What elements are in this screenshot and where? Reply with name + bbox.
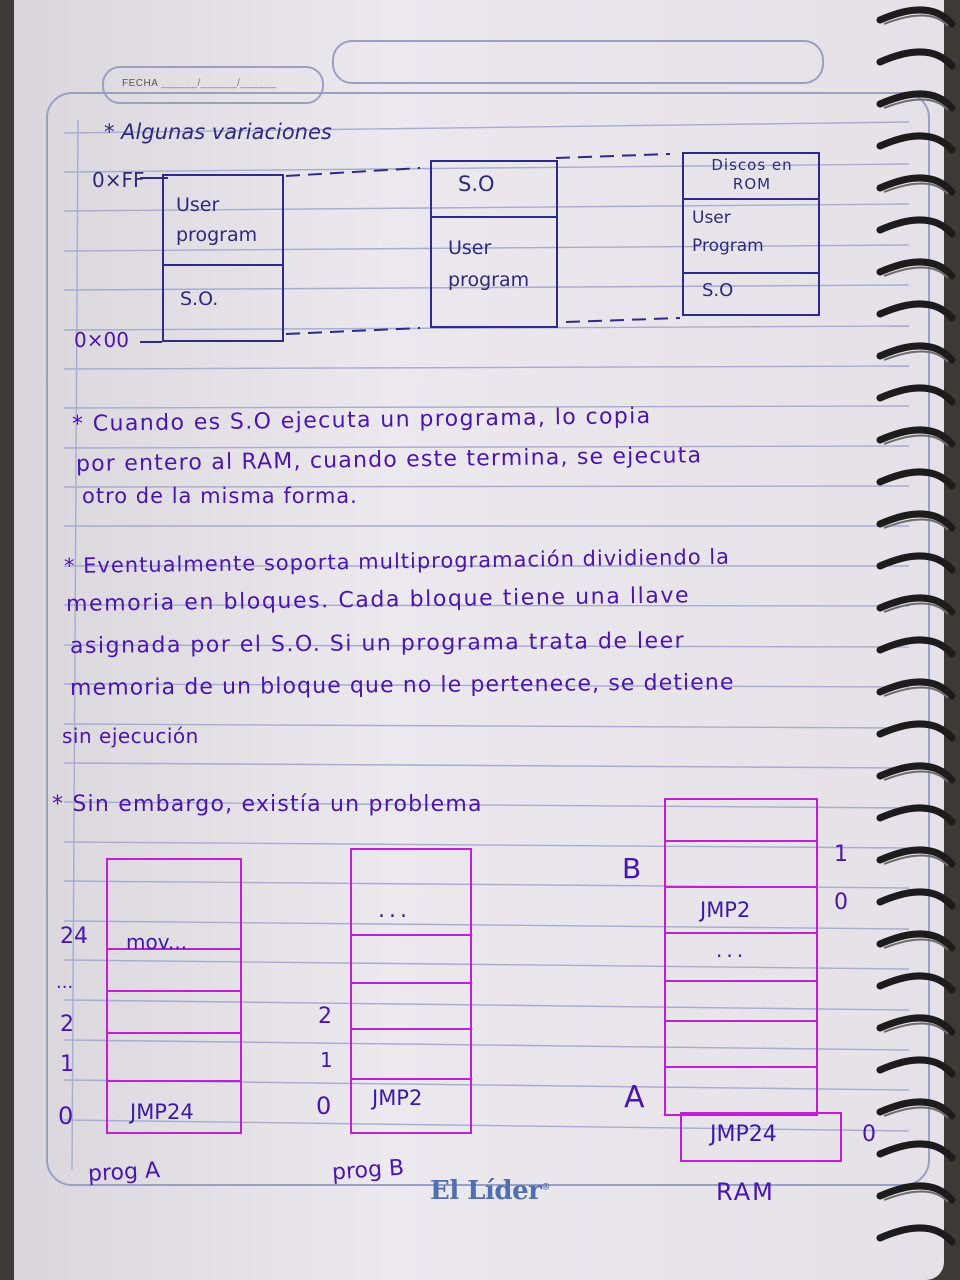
layout-3-os: S.O bbox=[702, 280, 734, 301]
address-bottom: 0×00 bbox=[74, 328, 129, 352]
note-2-line-4: memoria de un bloque que no le pertenece, se detiene bbox=[69, 670, 735, 701]
prog-a-label: prog A bbox=[87, 1158, 161, 1187]
heading-problem: * Sin embargo, existía un problema bbox=[52, 792, 483, 817]
ram-key-1: 1 bbox=[834, 842, 848, 867]
prog-a-memory bbox=[106, 858, 242, 1134]
ram-label: RAM bbox=[716, 1178, 775, 1206]
ram-key-0-a: 0 bbox=[862, 1122, 876, 1147]
layout-1-os: S.O. bbox=[180, 288, 219, 310]
brand-name: El Líder bbox=[430, 1176, 542, 1206]
layout-2 bbox=[430, 160, 558, 328]
ram-bottom-cell bbox=[680, 1112, 842, 1162]
layout-3-user-program: User Program bbox=[692, 208, 764, 256]
note-2-line-5: sin ejecución bbox=[62, 724, 199, 748]
prog-a-cell-jmp24: JMP24 bbox=[130, 1100, 194, 1124]
prog-a-addr-0: 0 bbox=[58, 1102, 74, 1130]
prog-a-addr-2: 2 bbox=[60, 1012, 74, 1037]
note-2-line-2: memoria en bloques. Cada bloque tiene una llave bbox=[65, 583, 691, 617]
prog-b-cell-jmp2: JMP2 bbox=[372, 1086, 423, 1110]
note-2-line-3: asignada por el S.O. Si un programa trata de leer bbox=[69, 628, 686, 659]
ram-marker-b: B bbox=[622, 852, 642, 885]
layout-2-user-program: User program bbox=[448, 237, 530, 291]
prog-a-cell-mov: mov... bbox=[126, 930, 188, 954]
ram-marker-a: A bbox=[624, 1080, 645, 1115]
notebook-brand bbox=[430, 1176, 550, 1206]
prog-a-addr-1: 1 bbox=[60, 1052, 74, 1077]
ram-memory bbox=[664, 798, 818, 1116]
heading-variations: * Algunas variaciones bbox=[104, 120, 332, 144]
note-1-line-1: * Cuando es S.O ejecuta un programa, lo copia bbox=[71, 403, 652, 437]
prog-b-addr-1: 1 bbox=[320, 1048, 333, 1072]
ram-key-0-b: 0 bbox=[834, 890, 848, 915]
fecha-label: FECHA ______/______/______ bbox=[122, 78, 277, 89]
layout-1 bbox=[162, 174, 284, 342]
prog-a-addr-24: 24 bbox=[60, 924, 88, 949]
prog-b-memory bbox=[350, 848, 472, 1134]
layout-3-roms: Discos en ROM bbox=[711, 156, 793, 193]
note-2-line-1: * Eventualmente soporta multiprogramación dividiendo la bbox=[63, 544, 731, 578]
prog-b-cell-dots: ... bbox=[378, 898, 411, 923]
ram-cell-jmp24: JMP24 bbox=[710, 1122, 777, 1147]
prog-b-addr-2: 2 bbox=[318, 1004, 332, 1029]
prog-b-addr-0: 0 bbox=[316, 1092, 332, 1120]
layout-3 bbox=[682, 152, 820, 316]
brand-mark: ® bbox=[541, 1182, 550, 1193]
note-1-line-2: por entero al RAM, cuando este termina, se ejecuta bbox=[75, 443, 703, 477]
prog-b-label: prog B bbox=[331, 1155, 405, 1186]
note-1-line-3: otro de la misma forma. bbox=[82, 484, 358, 508]
address-top: 0×FF bbox=[92, 168, 145, 192]
ram-cell-jmp2: JMP2 bbox=[700, 898, 751, 922]
ram-cell-dots: ... bbox=[716, 938, 748, 962]
layout-2-os: S.O bbox=[458, 172, 495, 196]
layout-1-user-program: User program bbox=[176, 194, 258, 246]
prog-a-addr-dots: ... bbox=[56, 972, 74, 993]
